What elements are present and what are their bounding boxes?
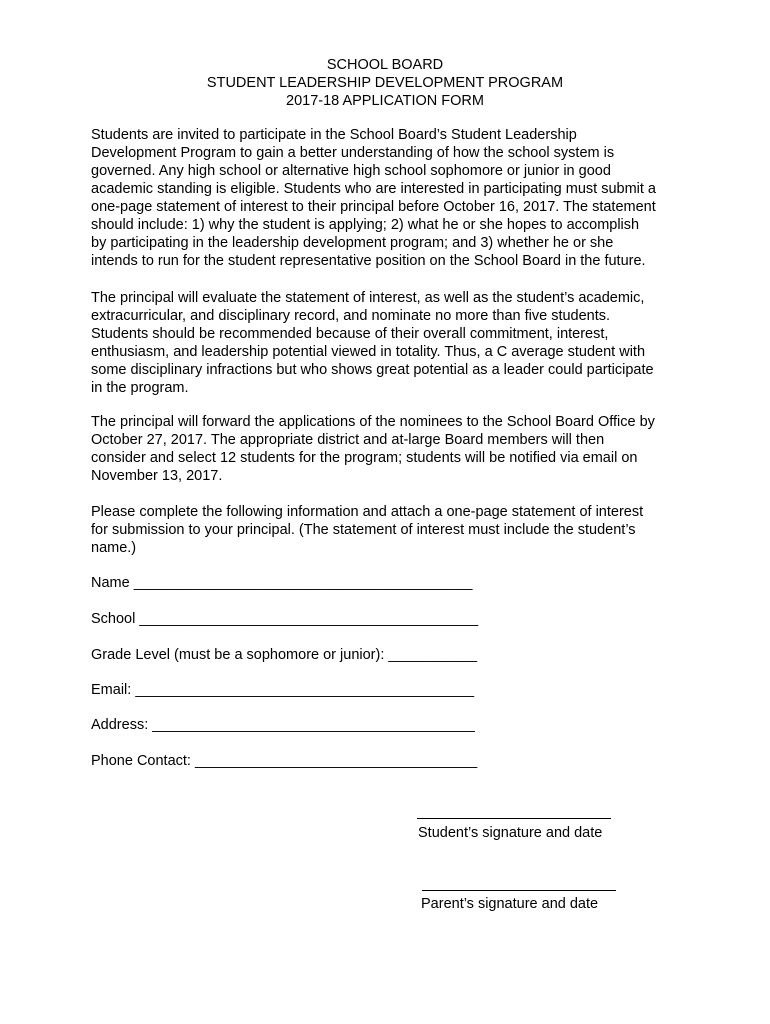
header-form-title: 2017-18 APPLICATION FORM [286,93,484,109]
text-line: extracurricular, and disciplinary record, and nominate no more than five students. [91,308,611,324]
text-line: one-page statement of interest to their principal before October 16, 2017. The statement [91,199,656,215]
paragraph-instructions [91,503,691,557]
text-line: for submission to your principal. (The statement of interest must include the student’s [91,522,636,538]
text-line: consider and select 12 students for the program; students will be notified via email on [91,450,638,466]
text-line: governed. Any high school or alternative high school sophomore or junior in good [91,163,611,179]
text-line: October 27, 2017. The appropriate district and at-large Board members will then [91,432,605,448]
text-line: Students are invited to participate in the School Board’s Student Leadership [91,127,577,143]
paragraph-evaluation [91,289,691,397]
email-field[interactable]: Email: __________________________________________ [91,682,475,698]
header-school-board: SCHOOL BOARD [326,57,444,73]
text-line: by participating in the leadership development program; and 3) whether he or she [91,235,614,251]
student-signature-line[interactable] [417,818,611,819]
text-line: Students should be recommended because of their overall commitment, interest, [91,326,609,342]
text-line: The principal will forward the applications of the nominees to the School Board Office by [91,414,655,430]
paragraph-invitation [91,126,691,270]
address-field[interactable]: Address: ________________________________________ [91,717,475,733]
text-line: The principal will evaluate the statement of interest, as well as the student’s academic, [91,290,645,306]
text-line: in the program. [91,380,189,396]
student-signature-label: Student’s signature and date [418,825,603,841]
grade-level-field[interactable]: Grade Level (must be a sophomore or junior): ___________ [91,647,478,663]
text-line: name.) [91,540,137,556]
text-line: intends to run for the student representative position on the School Board in the future. [91,253,646,269]
text-line: enthusiasm, and leadership potential viewed in totality. Thus, a C average student with [91,344,646,360]
text-line: Development Program to gain a better understanding of how the school system is [91,145,615,161]
school-field[interactable]: School __________________________________________ [91,611,479,627]
parent-signature-line[interactable] [422,890,616,891]
form-header [0,56,770,110]
text-line: November 13, 2017. [91,468,223,484]
header-program-title: STUDENT LEADERSHIP DEVELOPMENT PROGRAM [206,75,564,91]
text-line: should include: 1) why the student is applying; 2) what he or she hopes to accomplish [91,217,640,233]
text-line: some disciplinary infractions but who shows great potential as a leader could participate [91,362,654,378]
parent-signature-label: Parent’s signature and date [421,896,599,912]
name-field[interactable]: Name __________________________________________ [91,575,473,591]
text-line: academic standing is eligible. Students who are interested in participating must submit a [91,181,656,197]
text-line: Please complete the following information and attach a one-page statement of interest [91,504,644,520]
phone-contact-field[interactable]: Phone Contact: ___________________________________ [91,753,478,769]
paragraph-selection [91,413,691,485]
